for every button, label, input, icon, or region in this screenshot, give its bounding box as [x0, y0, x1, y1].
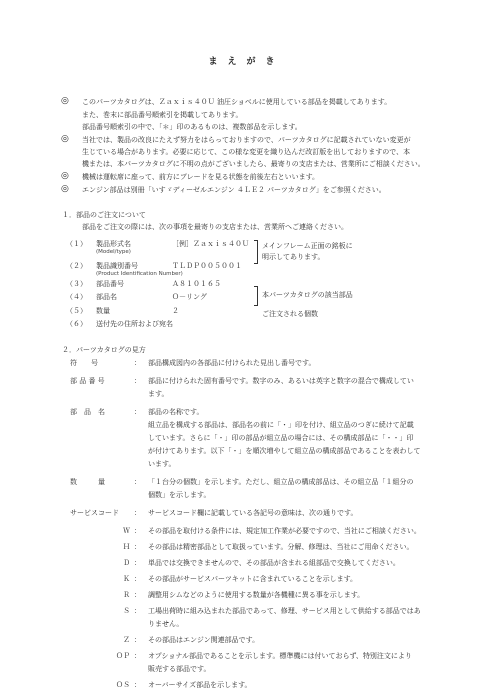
- note-a-line1: メインフレーム正面の銘板に: [262, 242, 353, 250]
- preface-line: 生じている場合があります。必要に応じて、この様な変更を織り込んだ改訂版を出しておりますので、本: [82, 148, 411, 156]
- service-code: ＯＰ: [116, 652, 130, 660]
- item-label: 部品名: [96, 293, 117, 301]
- code-colon: ：: [134, 591, 141, 599]
- note-c: ご注文される個数: [262, 310, 318, 318]
- term-colon: ：: [134, 408, 141, 416]
- term-description: ます。: [148, 390, 169, 398]
- service-code: Ｄ: [123, 559, 130, 567]
- note-b: 本パーツカタログの該当部品: [262, 291, 353, 299]
- code-description: 工場出荷時に組み込まれた部品であって、修理、サービス用として供給する部品ではあ: [148, 607, 421, 615]
- code-description: 販売する部品です。: [148, 665, 211, 673]
- item-number: （４）: [66, 293, 87, 301]
- section1-intro: 部品をご注文の際には、次の事項を最寄りの支店または、営業所へご連絡ください。: [82, 223, 348, 231]
- service-code: ＯＳ: [116, 681, 130, 689]
- term-description: 部品の名称です。: [148, 408, 204, 416]
- bullet-mark: ◎: [61, 171, 69, 181]
- term-description: 組立品を構成する部品は、部品名の前に「・」印を付け、組立品のつぎに続けて記載: [148, 421, 414, 429]
- service-code: Ｒ: [123, 591, 130, 599]
- item-number: （１）: [66, 240, 87, 248]
- code-description: その部品がサービスパーツキットに含まれていることを示します。: [148, 575, 358, 583]
- code-description: その部品は精密部品として取扱っています。分解、修理は、当社にご用命ください。: [148, 543, 414, 551]
- preface-line: 当社では、製品の改良にたえず努力をはらっておりますので、パーツカタログに記載されていない変更が: [82, 136, 411, 144]
- item-value: ＴＬＤＰ００５００１: [172, 262, 242, 270]
- term-description: 部品に付けられた固有番号です。数字のみ、あるいは英字と数字の混合で構成してい: [148, 377, 414, 385]
- code-description: その部品はエンジン関連部品です。: [148, 636, 260, 644]
- section1-heading: １．部品のご注文について: [62, 211, 146, 219]
- term-description: 部品構成図内の各部品に付けられた見出し番号です。: [148, 359, 316, 367]
- item-sublabel: (Model/type): [96, 249, 131, 255]
- service-code: Ｓ: [123, 607, 130, 615]
- preface-line: 機または、本パーツカタログに不明の点がございましたら、最寄りの支店または、営業所にご相談ください。: [82, 160, 425, 168]
- item-number: （３）: [66, 280, 87, 288]
- service-code: Ｈ: [123, 543, 130, 551]
- term-label: 符 号: [70, 359, 98, 367]
- item-number: （６）: [66, 320, 87, 328]
- preface-line: また、巻末に部品番号順索引を掲載してあります。: [82, 111, 243, 119]
- code-colon: ：: [134, 607, 141, 615]
- page-title: まえがき: [208, 57, 285, 67]
- term-colon: ：: [134, 509, 141, 517]
- code-colon: ：: [134, 559, 141, 567]
- service-code: Ｋ: [123, 575, 130, 583]
- bullet-mark: ◎: [61, 184, 69, 194]
- item-value: Ｏ－リング: [172, 293, 207, 301]
- code-colon: ：: [134, 575, 141, 583]
- term-label: 部 品 番 号: [70, 377, 105, 385]
- term-colon: ：: [134, 377, 141, 385]
- term-description: サービスコード欄に記載している各記号の意味は、次の通りです。: [148, 509, 358, 517]
- code-colon: ：: [134, 543, 141, 551]
- item-label: 製品識別番号: [96, 262, 138, 270]
- code-colon: ：: [134, 652, 141, 660]
- code-colon: ：: [134, 681, 141, 689]
- term-label: 数 量: [70, 478, 105, 486]
- note-a-line2: 明示してあります。: [262, 253, 325, 261]
- preface-line: エンジン部品は別冊「いすゞディーゼルエンジン ４ＬＥ２ パーツカタログ」をご参照ください。: [82, 186, 386, 194]
- term-description: 個数」を示します。: [148, 491, 211, 499]
- item-value: ２: [172, 307, 179, 315]
- item-value: Ａ８１０１６５: [172, 280, 221, 288]
- brace-b: [254, 286, 258, 306]
- code-description: その部品を取付ける条件には、規定加工作業が必要ですので、当社にご相談ください。: [148, 527, 421, 535]
- item-label: 部品番号: [96, 280, 124, 288]
- item-label: 送付先の住所および宛名: [96, 320, 173, 328]
- brace-a: [254, 240, 258, 264]
- bullet-mark: ◎: [61, 134, 69, 144]
- item-value: ［例］Ｚａｘｉｓ４０Ｕ: [172, 240, 249, 248]
- term-label: サービスコード: [70, 509, 119, 517]
- term-description: います。: [148, 460, 176, 468]
- section2-heading: ２．パーツカタログの見方: [62, 346, 146, 354]
- item-number: （２）: [66, 262, 87, 270]
- term-colon: ：: [134, 478, 141, 486]
- preface-line: このパーツカタログは、Ｚａｘｉｓ４０Ｕ 油圧ショベルに使用している部品を掲載してあります。: [82, 98, 392, 106]
- bullet-mark: ◎: [61, 96, 69, 106]
- code-colon: ：: [134, 636, 141, 644]
- item-number: （５）: [66, 307, 87, 315]
- item-label: 製品形式名: [96, 240, 131, 248]
- term-label: 部 品 名: [70, 408, 105, 416]
- preface-line: 部品番号順索引の中で、「＊」印のあるものは、複数部品を示します。: [82, 123, 302, 131]
- term-description: 「１台分の個数」を示します。ただし、組立品の構成部品は、その組立品「１組分の: [148, 478, 414, 486]
- code-description: 単品では交換できませんので、その部品が含まれる組部品で交換してください。: [148, 559, 400, 567]
- service-code: Ｗ: [123, 527, 130, 535]
- item-label: 数量: [96, 307, 110, 315]
- term-description: が付けてあります。以下「・」を順次増やして組立品の構成部品であることを表わして: [148, 447, 421, 455]
- term-description: しています。さらに「・」印の部品が組立品の場合には、その構成部品に「・・」印: [148, 434, 414, 442]
- preface-line: 機械は運転席に座って、前方にブレードを見る状態を前後左右といいます。: [82, 173, 320, 181]
- code-description: りません。: [148, 620, 184, 628]
- code-colon: ：: [134, 527, 141, 535]
- item-sublabel: (Product Identification Number): [96, 271, 183, 277]
- term-colon: ：: [134, 359, 141, 367]
- service-code: Ｚ: [123, 636, 130, 644]
- code-description: オーバーサイズ部品を示します。: [148, 681, 252, 689]
- code-description: オプショナル部品であることを示します。標準機には付いておらず、特別注文により: [148, 652, 412, 660]
- code-description: 調整用シムなどのように使用する数量が各機種に異る事を示します。: [148, 591, 365, 599]
